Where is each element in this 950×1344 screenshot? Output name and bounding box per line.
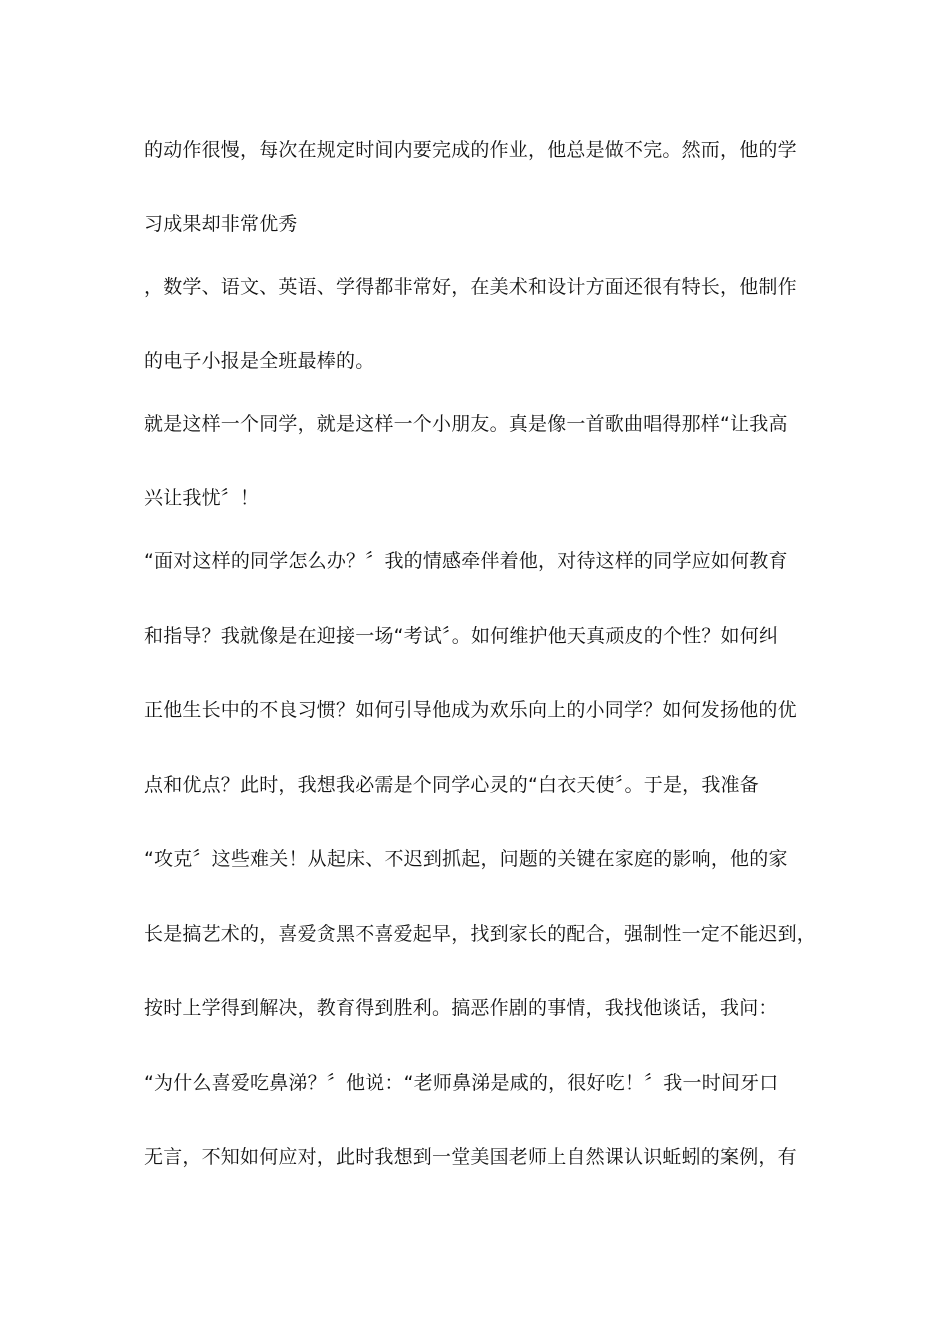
text-line: 和指导？我就像是在迎接一场“考试〞。如何维护他天真顽皮的个性？如何纠 — [144, 625, 779, 647]
text-line: 兴让我忧〞！ — [144, 487, 260, 509]
text-line: 习成果却非常优秀 — [144, 213, 298, 235]
text-line: 按时上学得到解决，教育得到胜利。搞恶作剧的事情，我找他谈话，我问： — [144, 997, 778, 1019]
text-line: 正他生长中的不良习惯？如何引导他成为欢乐向上的小同学？如何发扬他的优 — [144, 699, 797, 721]
text-line: ，数学、语文、英语、学得都非常好，在美术和设计方面还很有特长，他制作 — [144, 276, 797, 298]
text-line: “面对这样的同学怎么办？〞我的情感牵伴着他，对待这样的同学应如何教育 — [144, 550, 788, 572]
text-line: 的动作很慢，每次在规定时间内要完成的作业，他总是做不完。然而，他的学 — [144, 139, 797, 161]
text-line: 点和优点？此时，我想我必需是个同学心灵的“白衣天使〞。于是，我准备 — [144, 774, 759, 796]
text-line: “为什么喜爱吃鼻涕？〞他说：“老师鼻涕是咸的，很好吃！〞我一时间牙口 — [144, 1072, 779, 1094]
text-line: 长是搞艺术的，喜爱贪黑不喜爱起早，找到家长的配合，强制性一定不能迟到， — [144, 923, 817, 945]
text-line: 就是这样一个同学，就是这样一个小朋友。真是像一首歌曲唱得那样“让我高 — [144, 413, 788, 435]
text-line: 无言，不知如何应对，此时我想到一堂美国老师上自然课认识蚯蚓的案例，有 — [144, 1146, 797, 1168]
text-line: 的电子小报是全班最棒的。 — [144, 350, 375, 372]
text-line: “攻克〞这些难关！从起床、不迟到抓起，问题的关键在家庭的影响，他的家 — [144, 848, 788, 870]
